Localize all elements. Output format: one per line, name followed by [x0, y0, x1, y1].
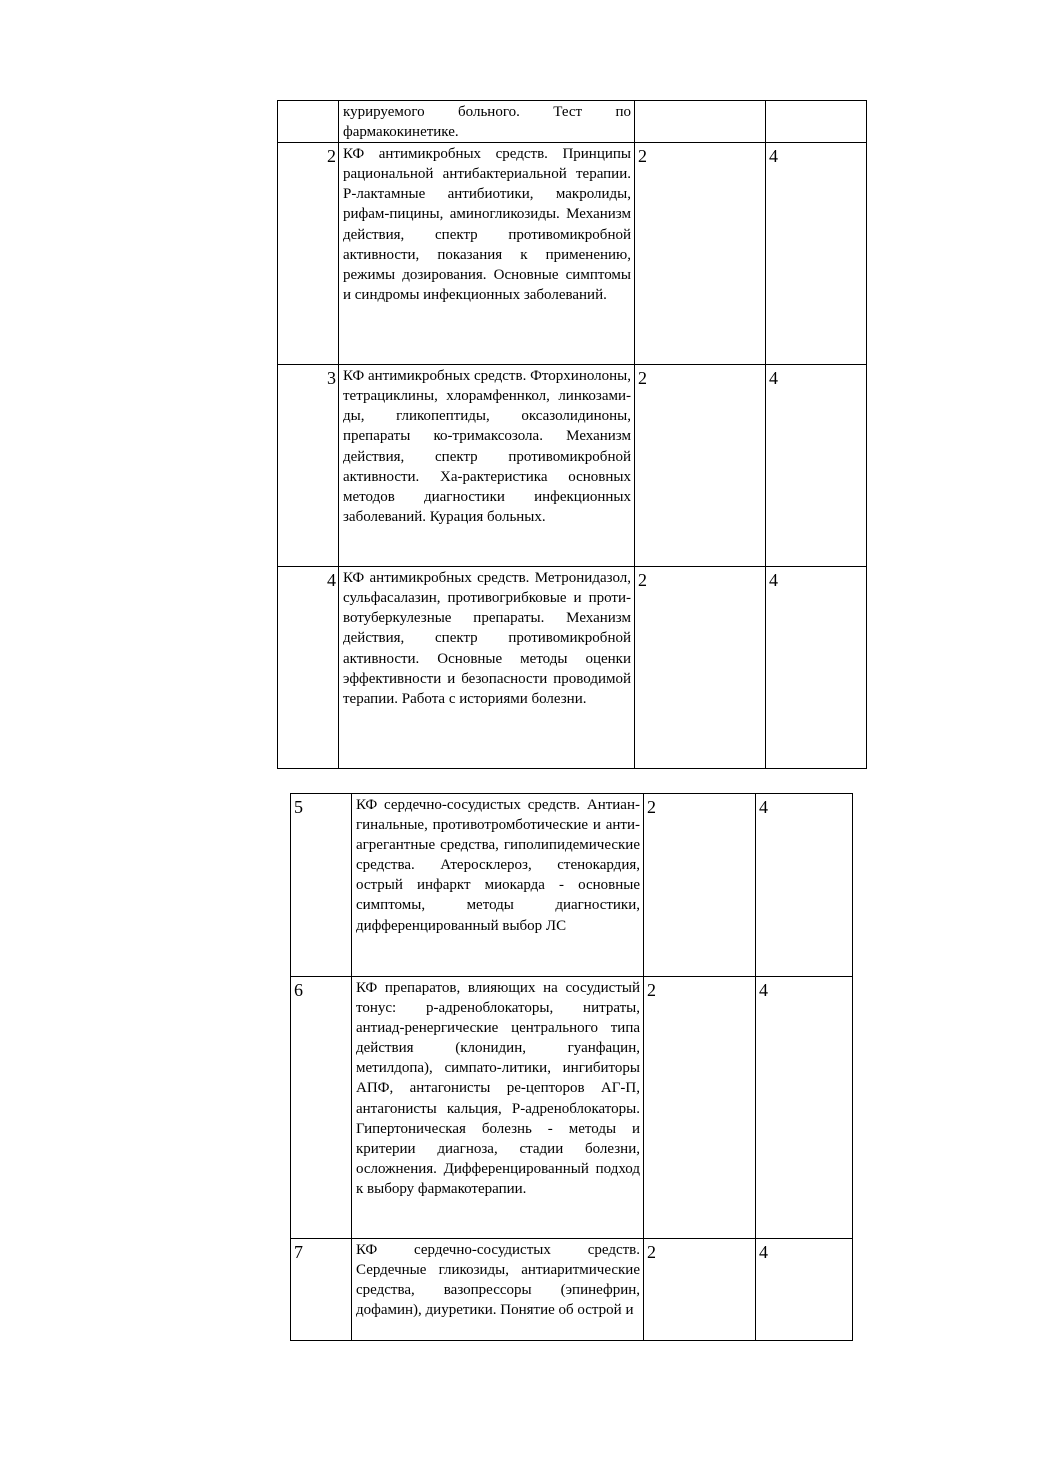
hours-value-2	[766, 101, 866, 104]
hours-value-1: 2	[647, 797, 656, 817]
row-number-cell	[291, 794, 352, 977]
hours-cell-1	[635, 365, 766, 567]
hours-value-2: 4	[759, 797, 768, 817]
row-number	[278, 101, 338, 104]
hours-cell-2	[756, 794, 853, 977]
table-row	[291, 1239, 853, 1341]
topic-cell	[339, 143, 635, 365]
hours-value-2: 4	[759, 980, 768, 1000]
row-number-cell	[278, 143, 339, 365]
row-number-cell	[291, 1239, 352, 1341]
hours-cell-2	[766, 101, 867, 143]
hours-value-2: 4	[759, 1242, 768, 1262]
row-number-cell	[291, 977, 352, 1239]
hours-value-1: 2	[638, 570, 647, 591]
topic-cell	[339, 567, 635, 769]
hours-cell-1	[644, 977, 756, 1239]
table-row	[278, 365, 867, 567]
row-number: 6	[294, 980, 303, 1000]
hours-value-1: 2	[638, 368, 647, 389]
topics-table-2	[290, 793, 853, 1341]
topic-text: курируемого больного. Тест по фармакокинетике.	[343, 104, 631, 141]
hours-value-1: 2	[647, 1242, 656, 1262]
topics-table-1	[277, 100, 867, 769]
hours-value-2: 4	[769, 570, 778, 591]
table-row	[278, 143, 867, 365]
table-row	[291, 977, 853, 1239]
row-number-cell	[278, 567, 339, 769]
topic-text: КФ антимикробных средств. Фторхинолоны, тетрациклины, хлорамфеннкол, линкозами-ды, гликопептиды, оксазолидиноны, препараты ко-тримаксозола. Механизм действия, спектр противомикробной активности. Ха-рактеристика основных методов диагностики инфекционных заболеваний. Курация больных.	[343, 368, 631, 525]
row-number: 3	[327, 368, 336, 389]
topic-cell	[339, 101, 635, 143]
topic-text: КФ сердечно-сосудистых средств. Сердечные гликозиды, антиаритмические средства, вазопрессоры (эпинефрин, дофамин), диуретики. Понятие об острой и	[356, 1242, 640, 1319]
hours-value-1	[635, 101, 765, 104]
topic-cell	[352, 1239, 644, 1341]
table-row	[278, 567, 867, 769]
hours-cell-1	[635, 567, 766, 769]
hours-value-1: 2	[647, 980, 656, 1000]
topic-text: КФ антимикробных средств. Принципы рациональной антибактериальной терапии. Р-лактамные антибиотики, макролиды, рифам-пицины, аминогликозиды. Механизм действия, спектр противомикробной активности, показания к применению, режимы дозирования. Основные симптомы и синдромы инфекционных заболеваний.	[343, 146, 631, 303]
hours-cell-2	[756, 977, 853, 1239]
table-row	[278, 101, 867, 143]
row-number: 5	[294, 797, 303, 817]
table-row	[291, 794, 853, 977]
row-number-cell	[278, 365, 339, 567]
topic-cell	[352, 977, 644, 1239]
topic-text: КФ сердечно-сосудистых средств. Антиан-гинальные, противотромботические и анти-агрегантные средства, гиполипидемические средства. Атеросклероз, стенокардия, острый инфаркт миокарда - основные симптомы, методы диагностики, дифференцированный выбор ЛС	[356, 797, 640, 934]
topic-cell	[339, 365, 635, 567]
topic-text: КФ антимикробных средств. Метронидазол, сульфасалазин, противогрибковые и проти-вотуберкулезные препараты. Механизм действия, спектр противомикробной активности. Основные методы оценки эффективности и безопасности проводимой терапии. Работа с историями болезни.	[343, 570, 631, 707]
row-number: 7	[294, 1242, 303, 1262]
hours-value-2: 4	[769, 146, 778, 167]
hours-value-2: 4	[769, 368, 778, 389]
row-number-cell	[278, 101, 339, 143]
hours-cell-2	[756, 1239, 853, 1341]
hours-cell-1	[644, 1239, 756, 1341]
hours-cell-2	[766, 365, 867, 567]
hours-cell-2	[766, 567, 867, 769]
hours-cell-1	[635, 101, 766, 143]
topic-text: КФ препаратов, влияющих на сосудистый тонус: р-адреноблокаторы, нитраты, антиад-ренергические центрального типа действия (клонидин, гуанфацин, метилдопа), симпато-литики, ингибиторы АПФ, антагонисты ре-цепторов АГ-П, антагонисты кальция, Р-адреноблокаторы. Гипертоническая болезнь - методы и критерии диагноза, стадии болезни, осложнения. Дифференцированный подход к выбору фармакотерапии.	[356, 980, 640, 1197]
topic-cell	[352, 794, 644, 977]
row-number: 4	[327, 570, 336, 591]
hours-cell-2	[766, 143, 867, 365]
hours-value-1: 2	[638, 146, 647, 167]
row-number: 2	[327, 146, 336, 167]
hours-cell-1	[644, 794, 756, 977]
hours-cell-1	[635, 143, 766, 365]
